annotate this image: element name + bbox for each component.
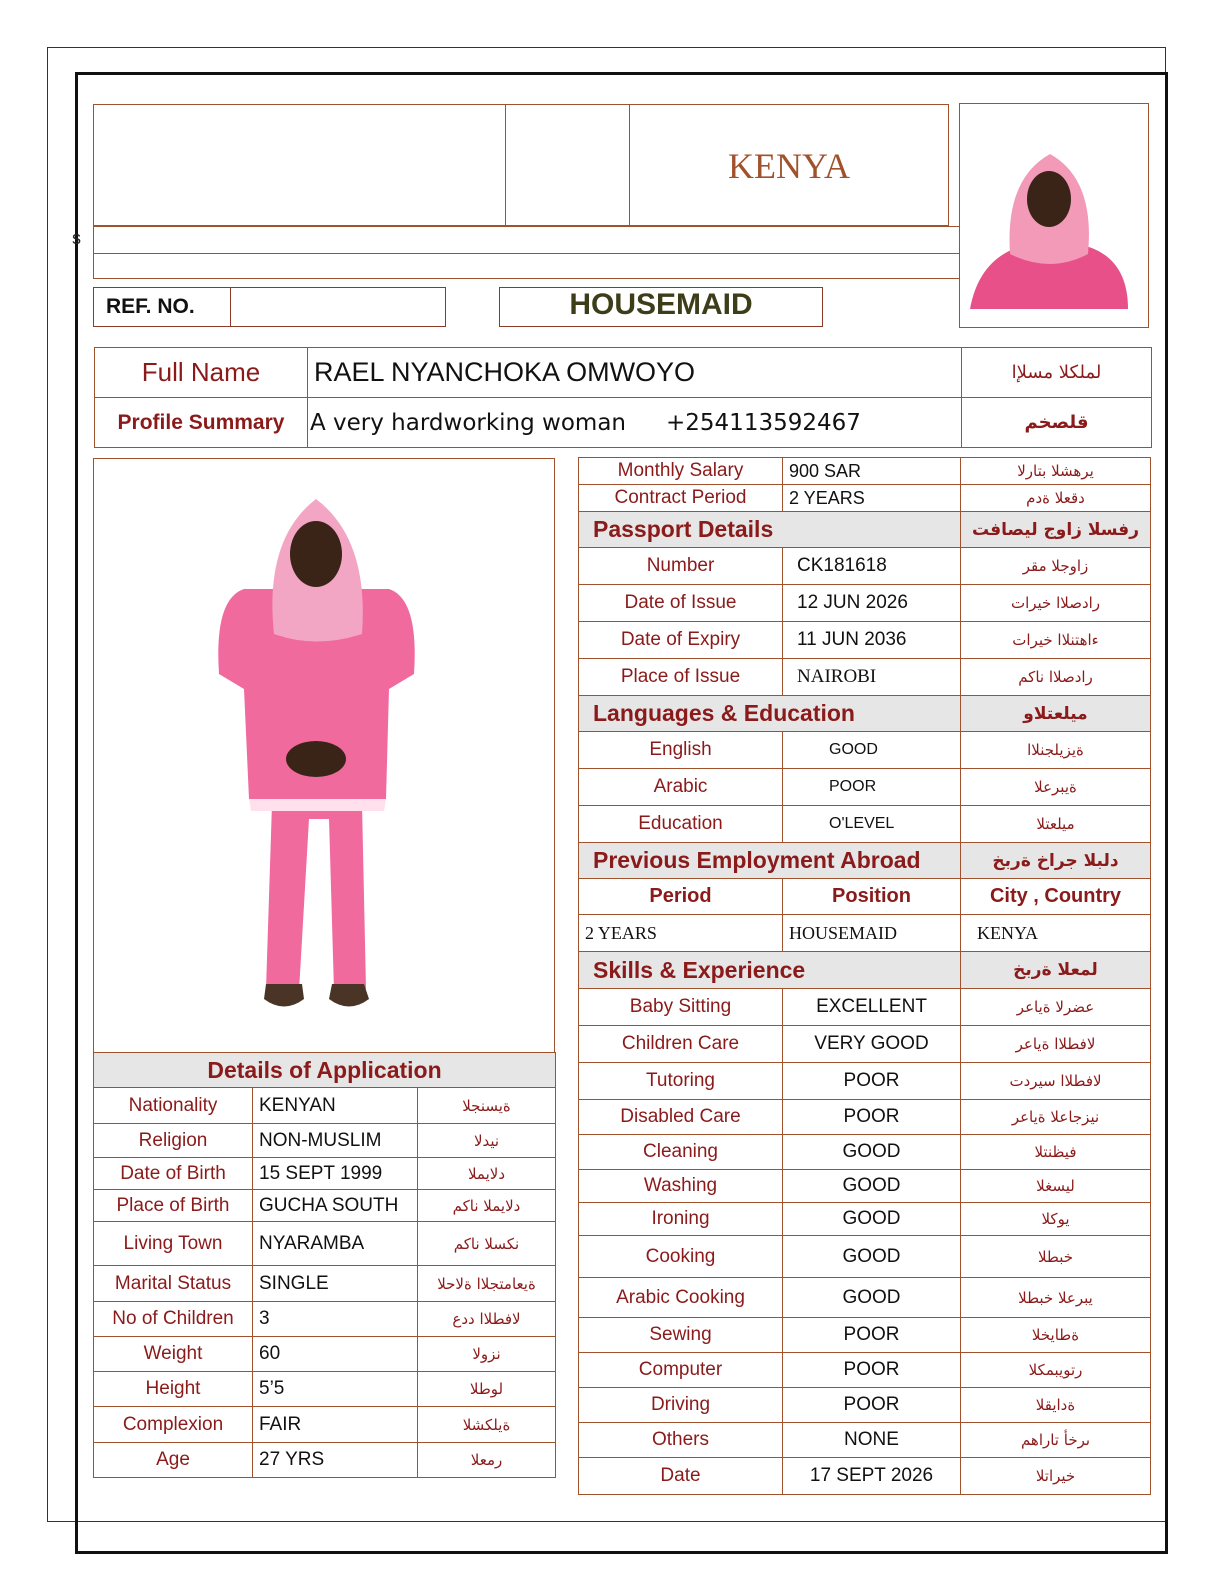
contract-label: Contract Period	[579, 485, 783, 512]
clasped-hands	[286, 741, 346, 777]
skill-row	[579, 1318, 1151, 1353]
skills-section	[579, 952, 1151, 989]
full-body-photo	[93, 458, 555, 1052]
employment-row	[579, 915, 1151, 952]
skill-label: Ironing	[579, 1203, 783, 1236]
application-header-row	[94, 1053, 556, 1088]
application-row	[94, 1337, 556, 1372]
right-shoe	[329, 984, 369, 1007]
application-value: 3	[253, 1302, 418, 1337]
application-label: Height	[94, 1372, 253, 1407]
passport-label: Date of Expiry	[579, 622, 783, 659]
headshot-face	[1027, 171, 1071, 227]
application-label: Marital Status	[94, 1266, 253, 1302]
passport-ar: رادصلاا ناكم	[961, 659, 1151, 696]
application-value: 27 YRS	[253, 1443, 418, 1478]
passport-label: Place of Issue	[579, 659, 783, 696]
skill-row	[579, 1278, 1151, 1318]
skill-value: POOR	[783, 1388, 961, 1423]
language-value: GOOD	[783, 732, 961, 769]
application-label: Age	[94, 1443, 253, 1478]
passport-value: CK181618	[783, 548, 961, 585]
phone-number: +254113592467	[666, 409, 861, 436]
application-ar: نزولا	[418, 1337, 556, 1372]
skill-ar: لافطلاا ةياعر	[961, 1026, 1151, 1063]
skill-label: Washing	[579, 1170, 783, 1203]
passport-value: 12 JUN 2026	[783, 585, 961, 622]
application-label: Date of Birth	[94, 1158, 253, 1190]
skill-value: GOOD	[783, 1278, 961, 1318]
profile-ar: قلصخم	[962, 398, 1152, 448]
position-title: HOUSEMAID	[569, 288, 753, 321]
skill-ar: خبطلا	[961, 1236, 1151, 1278]
skill-row	[579, 1423, 1151, 1458]
skill-row	[579, 1388, 1151, 1423]
skill-value: GOOD	[783, 1236, 961, 1278]
skills-section-title: Skills & Experience	[579, 952, 961, 989]
headshot-photo	[959, 103, 1149, 328]
passport-ar: رادصلاا خيرات	[961, 585, 1151, 622]
passport-section-title: Passport Details	[579, 512, 961, 548]
skill-ar: ليسغلا	[961, 1170, 1151, 1203]
left-shoe	[264, 984, 304, 1007]
application-table	[93, 1052, 556, 1478]
languages-section-title: Languages & Education	[579, 696, 961, 732]
language-row	[579, 732, 1151, 769]
contract-ar: يرهشلا بتارلا	[961, 458, 1151, 485]
passport-row	[579, 585, 1151, 622]
passport-value: NAIROBI	[783, 659, 961, 696]
profile-text: A very hardworking woman	[310, 409, 627, 436]
skill-ar: رتويبمكلا	[961, 1353, 1151, 1388]
application-row	[94, 1088, 556, 1124]
skill-value: POOR	[783, 1100, 961, 1135]
contract-label: Monthly Salary	[579, 458, 783, 485]
passport-value: 11 JUN 2036	[783, 622, 961, 659]
contract-value: 2 YEARS	[783, 485, 961, 512]
employment-period: 2 YEARS	[579, 915, 783, 952]
skill-row	[579, 1100, 1151, 1135]
stray-mark: s	[72, 228, 81, 248]
application-label: Complexion	[94, 1407, 253, 1443]
skill-ar: يبرعلا خبطلا	[961, 1278, 1151, 1318]
skill-ar: خيراتلا	[961, 1458, 1151, 1495]
language-value: POOR	[783, 769, 961, 806]
application-ar: نكسلا ناكم	[418, 1222, 556, 1266]
application-value: 5’5	[253, 1372, 418, 1407]
passport-section-title-ar: رفسلا زاوج ليصافت	[961, 512, 1151, 548]
skill-value: EXCELLENT	[783, 989, 961, 1026]
skill-row	[579, 1236, 1151, 1278]
language-row	[579, 806, 1151, 843]
skill-label: Date	[579, 1458, 783, 1495]
skills-section-title-ar: لمعلا ةربخ	[961, 952, 1151, 989]
contract-ar: دقعلا ةدم	[961, 485, 1151, 512]
profile-row	[95, 398, 1152, 448]
application-row	[94, 1266, 556, 1302]
application-label: Religion	[94, 1124, 253, 1158]
language-value: O'LEVEL	[783, 806, 961, 843]
application-row	[94, 1190, 556, 1222]
skill-label: Others	[579, 1423, 783, 1458]
contract-row	[579, 485, 1151, 512]
application-row	[94, 1124, 556, 1158]
application-label: No of Children	[94, 1302, 253, 1337]
details-table	[578, 457, 1151, 1495]
skill-row	[579, 1170, 1151, 1203]
application-ar: دلايملا	[418, 1158, 556, 1190]
language-ar: ميلعتلا	[961, 806, 1151, 843]
application-label: Weight	[94, 1337, 253, 1372]
full-name-ar: لملكلا مسلإا	[962, 348, 1152, 398]
application-title: Details of Application	[94, 1053, 556, 1088]
application-row	[94, 1407, 556, 1443]
skill-ar: نيزجاعلا ةياعر	[961, 1100, 1151, 1135]
passport-ar: ءاهتنلاا خيرات	[961, 622, 1151, 659]
profile-cell	[308, 398, 962, 448]
employment-section	[579, 843, 1151, 879]
skill-label: Disabled Care	[579, 1100, 783, 1135]
header-strip-2	[93, 253, 960, 279]
skill-row	[579, 1353, 1151, 1388]
application-value: KENYAN	[253, 1088, 418, 1124]
skill-row	[579, 989, 1151, 1026]
skill-label: Cleaning	[579, 1135, 783, 1170]
skill-label: Baby Sitting	[579, 989, 783, 1026]
skill-label: Arabic Cooking	[579, 1278, 783, 1318]
application-value: 15 SEPT 1999	[253, 1158, 418, 1190]
skill-row	[579, 1135, 1151, 1170]
header-cell	[505, 104, 630, 226]
skill-value: GOOD	[783, 1135, 961, 1170]
passport-label: Number	[579, 548, 783, 585]
employment-section-title-ar: دلبلا جراخ ةربخ	[961, 843, 1151, 879]
skill-label: Children Care	[579, 1026, 783, 1063]
application-ar: دلايملا ناكم	[418, 1190, 556, 1222]
language-row	[579, 769, 1151, 806]
full-name-row	[95, 348, 1152, 398]
skill-value: POOR	[783, 1318, 961, 1353]
application-ar: ةيسنجلا	[418, 1088, 556, 1124]
contract-value: 900 SAR	[783, 458, 961, 485]
employment-header-row	[579, 879, 1151, 915]
employment-position: HOUSEMAID	[783, 915, 961, 952]
language-ar: ةيزيلجنلاا	[961, 732, 1151, 769]
skill-row	[579, 1458, 1151, 1495]
passport-row	[579, 622, 1151, 659]
skill-label: Sewing	[579, 1318, 783, 1353]
application-value: 60	[253, 1337, 418, 1372]
passport-ar: زاوجلا مقر	[961, 548, 1151, 585]
application-ar: رمعلا	[418, 1443, 556, 1478]
language-label: Education	[579, 806, 783, 843]
full-name-label: Full Name	[95, 348, 308, 398]
application-value: SINGLE	[253, 1266, 418, 1302]
skill-ar: ىرخأ تاراهم	[961, 1423, 1151, 1458]
employment-header: Period	[579, 879, 783, 915]
employment-location: KENYA	[961, 915, 1151, 952]
application-ar: ةيعامتجلاا ةلاحلا	[418, 1266, 556, 1302]
application-ar: لافطلاا ددع	[418, 1302, 556, 1337]
identity-table	[94, 347, 1152, 448]
contract-row	[579, 458, 1151, 485]
application-value: GUCHA SOUTH	[253, 1190, 418, 1222]
skill-ar: عضرلا ةياعر	[961, 989, 1151, 1026]
skill-value: NONE	[783, 1423, 961, 1458]
skill-ar: فيظنتلا	[961, 1135, 1151, 1170]
logo-box	[93, 104, 506, 226]
skill-label: Tutoring	[579, 1063, 783, 1100]
ref-label: REF. NO.	[106, 295, 195, 318]
skill-value: GOOD	[783, 1170, 961, 1203]
passport-label: Date of Issue	[579, 585, 783, 622]
body-face	[290, 521, 342, 587]
skill-label: Driving	[579, 1388, 783, 1423]
skill-row	[579, 1063, 1151, 1100]
language-label: Arabic	[579, 769, 783, 806]
employment-header: Position	[783, 879, 961, 915]
languages-section	[579, 696, 1151, 732]
application-ar: نيدلا	[418, 1124, 556, 1158]
skill-ar: ةطايخلا	[961, 1318, 1151, 1353]
passport-section	[579, 512, 1151, 548]
skill-value: GOOD	[783, 1203, 961, 1236]
application-value: NYARAMBA	[253, 1222, 418, 1266]
ref-value-field	[230, 287, 446, 327]
body-outfit	[218, 589, 414, 991]
application-row	[94, 1443, 556, 1478]
skill-ar: يوكلا	[961, 1203, 1151, 1236]
languages-section-title-ar: ميلعتلاو	[961, 696, 1151, 732]
application-row	[94, 1372, 556, 1407]
application-ar: ةيلكشلا	[418, 1407, 556, 1443]
language-label: English	[579, 732, 783, 769]
skill-value: 17 SEPT 2026	[783, 1458, 961, 1495]
skill-label: Cooking	[579, 1236, 783, 1278]
skill-row	[579, 1026, 1151, 1063]
passport-row	[579, 659, 1151, 696]
full-name-value: RAEL NYANCHOKA OMWOYO	[308, 348, 962, 398]
language-ar: ةيبرعلا	[961, 769, 1151, 806]
employment-section-title: Previous Employment Abroad	[579, 843, 961, 879]
employment-header: City , Country	[961, 879, 1151, 915]
application-value: FAIR	[253, 1407, 418, 1443]
application-row	[94, 1158, 556, 1190]
application-row	[94, 1302, 556, 1337]
application-label: Nationality	[94, 1088, 253, 1124]
skill-row	[579, 1203, 1151, 1236]
skill-label: Computer	[579, 1353, 783, 1388]
skill-value: VERY GOOD	[783, 1026, 961, 1063]
skill-value: POOR	[783, 1353, 961, 1388]
skill-ar: ةدايقلا	[961, 1388, 1151, 1423]
header-strip	[93, 226, 960, 254]
application-label: Living Town	[94, 1222, 253, 1266]
application-row	[94, 1222, 556, 1266]
application-label: Place of Birth	[94, 1190, 253, 1222]
ref-label-box	[93, 287, 231, 327]
position-box	[499, 287, 823, 327]
passport-row	[579, 548, 1151, 585]
application-value: NON-MUSLIM	[253, 1124, 418, 1158]
skill-ar: لافطلاا سيردت	[961, 1063, 1151, 1100]
profile-label: Profile Summary	[95, 398, 308, 448]
skill-value: POOR	[783, 1063, 961, 1100]
application-ar: لوطلا	[418, 1372, 556, 1407]
country-title: KENYA	[728, 146, 850, 186]
country-box	[629, 104, 949, 226]
